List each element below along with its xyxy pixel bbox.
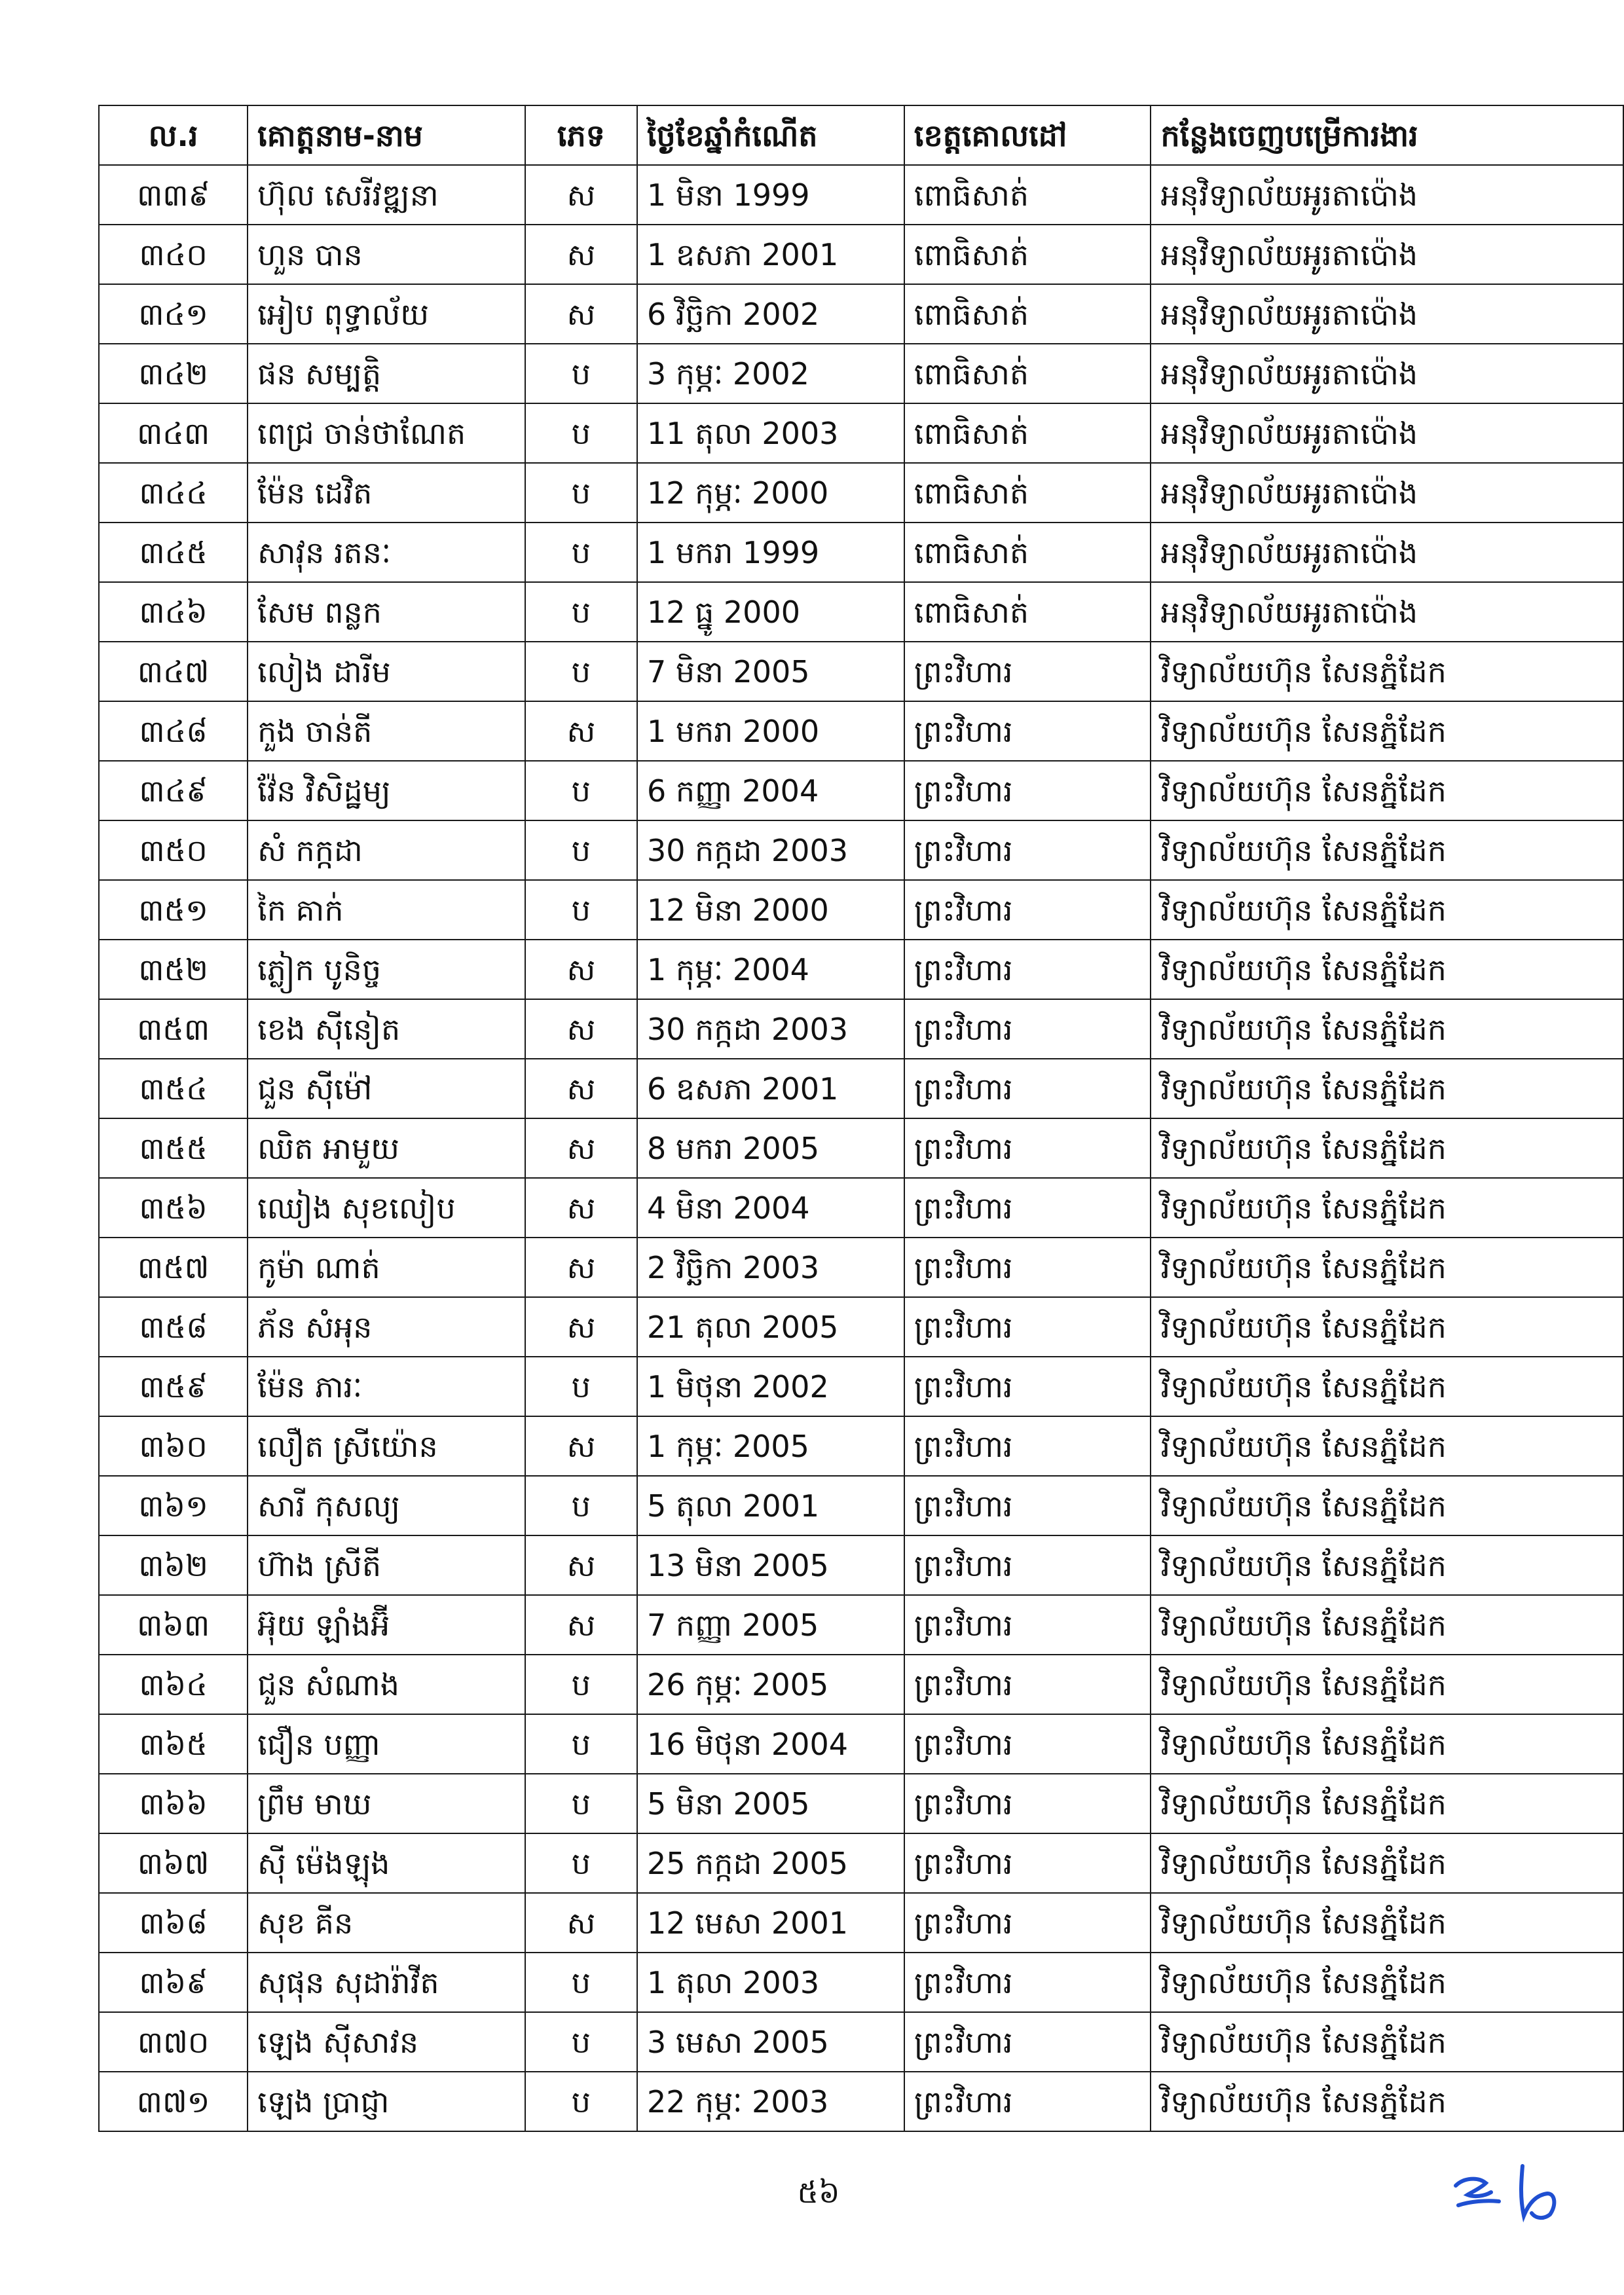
cell-target-province: ព្រះវិហារ bbox=[904, 1118, 1151, 1178]
cell-target-province: ព្រះវិហារ bbox=[904, 1535, 1151, 1595]
cell-name: ឈៀង សុខលៀប bbox=[248, 1178, 525, 1238]
cell-name: ពេជ្រ ចាន់ថាណែត bbox=[248, 403, 525, 463]
cell-birthdate: 21 តុលា 2005 bbox=[637, 1297, 904, 1357]
cell-workplace: វិទ្យាល័យហ៊ុន សែនភ្នំដែក bbox=[1151, 1833, 1623, 1893]
cell-sex: ប bbox=[525, 1953, 637, 2012]
header-cell-target-province: ខេត្តគោលដៅ bbox=[904, 105, 1151, 165]
cell-name: ស៊ី ម៉េងឡុង bbox=[248, 1833, 525, 1893]
cell-sex: ស bbox=[525, 1059, 637, 1118]
cell-target-province: ព្រះវិហារ bbox=[904, 642, 1151, 701]
cell-name: លឿត ស្រីយ៉ោន bbox=[248, 1416, 525, 1476]
cell-target-province: ព្រះវិហារ bbox=[904, 820, 1151, 880]
cell-number: ៣៥០ bbox=[99, 820, 248, 880]
page-number: ៥៦ bbox=[797, 2175, 840, 2210]
cell-birthdate: 7 កញ្ញា 2005 bbox=[637, 1595, 904, 1655]
cell-sex: ប bbox=[525, 642, 637, 701]
cell-number: ៣៥៣ bbox=[99, 999, 248, 1059]
cell-name: ជួន សំណាង bbox=[248, 1655, 525, 1714]
table-row bbox=[99, 1297, 1623, 1357]
table-row bbox=[99, 284, 1623, 344]
cell-sex: ប bbox=[525, 2072, 637, 2131]
cell-birthdate: 12 មិនា 2000 bbox=[637, 880, 904, 940]
cell-sex: ស bbox=[525, 999, 637, 1059]
cell-birthdate: 25 កក្កដា 2005 bbox=[637, 1833, 904, 1893]
table-row bbox=[99, 999, 1623, 1059]
cell-number: ៣៦៧ bbox=[99, 1833, 248, 1893]
cell-sex: ប bbox=[525, 2012, 637, 2072]
cell-name: ម៉ែន ភារៈ bbox=[248, 1357, 525, 1416]
cell-target-province: ពោធិសាត់ bbox=[904, 403, 1151, 463]
cell-number: ៣៦៥ bbox=[99, 1714, 248, 1774]
table-row bbox=[99, 761, 1623, 820]
table-row bbox=[99, 1893, 1623, 1953]
cell-sex: ប bbox=[525, 1774, 637, 1833]
cell-workplace: វិទ្យាល័យហ៊ុន សែនភ្នំដែក bbox=[1151, 1595, 1623, 1655]
cell-workplace: វិទ្យាល័យហ៊ុន សែនភ្នំដែក bbox=[1151, 1476, 1623, 1535]
cell-sex: ស bbox=[525, 1416, 637, 1476]
table-row bbox=[99, 463, 1623, 523]
header-cell-birthdate: ថ្ងៃខែឆ្នាំកំណើត bbox=[637, 105, 904, 165]
cell-workplace: វិទ្យាល័យហ៊ុន សែនភ្នំដែក bbox=[1151, 1178, 1623, 1238]
cell-birthdate: 6 វិច្ឆិកា 2002 bbox=[637, 284, 904, 344]
cell-name: ឡេង ស៊ីសាវន bbox=[248, 2012, 525, 2072]
cell-workplace: វិទ្យាល័យហ៊ុន សែនភ្នំដែក bbox=[1151, 1357, 1623, 1416]
table-row bbox=[99, 1476, 1623, 1535]
table-row bbox=[99, 1833, 1623, 1893]
cell-sex: ស bbox=[525, 1118, 637, 1178]
cell-workplace: វិទ្យាល័យហ៊ុន សែនភ្នំដែក bbox=[1151, 1416, 1623, 1476]
cell-number: ៣៦៩ bbox=[99, 1953, 248, 2012]
table-row bbox=[99, 1535, 1623, 1595]
cell-number: ៣៦៣ bbox=[99, 1595, 248, 1655]
cell-workplace: វិទ្យាល័យហ៊ុន សែនភ្នំដែក bbox=[1151, 1893, 1623, 1953]
table-row bbox=[99, 880, 1623, 940]
cell-birthdate: 5 មិនា 2005 bbox=[637, 1774, 904, 1833]
cell-name: ខេង ស៊ីនៀត bbox=[248, 999, 525, 1059]
cell-target-province: ព្រះវិហារ bbox=[904, 940, 1151, 999]
cell-workplace: វិទ្យាល័យហ៊ុន សែនភ្នំដែក bbox=[1151, 820, 1623, 880]
table-row bbox=[99, 2012, 1623, 2072]
cell-name: សុផុន សុដារ៉ាវីត bbox=[248, 1953, 525, 2012]
cell-sex: ប bbox=[525, 582, 637, 642]
cell-birthdate: 1 កុម្ភៈ 2004 bbox=[637, 940, 904, 999]
cell-name: ឈិត អាមួយ bbox=[248, 1118, 525, 1178]
cell-target-province: ព្រះវិហារ bbox=[904, 1476, 1151, 1535]
cell-birthdate: 3 កុម្ភៈ 2002 bbox=[637, 344, 904, 403]
table-row bbox=[99, 940, 1623, 999]
cell-workplace: អនុវិទ្យាល័យអូរតាប៉ោង bbox=[1151, 523, 1623, 582]
cell-target-province: ព្រះវិហារ bbox=[904, 1774, 1151, 1833]
cell-name: ហួន បាន bbox=[248, 225, 525, 284]
cell-target-province: ព្រះវិហារ bbox=[904, 701, 1151, 761]
cell-number: ៣៤១ bbox=[99, 284, 248, 344]
header-cell-name: គោត្តនាម-នាម bbox=[248, 105, 525, 165]
cell-workplace: វិទ្យាល័យហ៊ុន សែនភ្នំដែក bbox=[1151, 761, 1623, 820]
cell-workplace: វិទ្យាល័យហ៊ុន សែនភ្នំដែក bbox=[1151, 1118, 1623, 1178]
cell-number: ៣៥៥ bbox=[99, 1118, 248, 1178]
table-row bbox=[99, 523, 1623, 582]
cell-name: អ៊ុយ ឡាំងអ៊ី bbox=[248, 1595, 525, 1655]
cell-sex: ស bbox=[525, 284, 637, 344]
table-row bbox=[99, 1118, 1623, 1178]
cell-birthdate: 6 កញ្ញា 2004 bbox=[637, 761, 904, 820]
cell-target-province: ព្រះវិហារ bbox=[904, 1714, 1151, 1774]
handwritten-initials-signature bbox=[1444, 2154, 1575, 2226]
table-row bbox=[99, 1416, 1623, 1476]
cell-workplace: អនុវិទ្យាល័យអូរតាប៉ោង bbox=[1151, 284, 1623, 344]
cell-workplace: វិទ្យាល័យហ៊ុន សែនភ្នំដែក bbox=[1151, 642, 1623, 701]
cell-workplace: វិទ្យាល័យហ៊ុន សែនភ្នំដែក bbox=[1151, 1535, 1623, 1595]
cell-number: ៣៥១ bbox=[99, 880, 248, 940]
staff-assignment-table bbox=[98, 105, 1624, 2132]
cell-number: ៣៧១ bbox=[99, 2072, 248, 2131]
cell-name: ម៉ែន ដេវិត bbox=[248, 463, 525, 523]
cell-target-province: ព្រះវិហារ bbox=[904, 1059, 1151, 1118]
cell-number: ៣៤៣ bbox=[99, 403, 248, 463]
cell-number: ៣៤៧ bbox=[99, 642, 248, 701]
cell-name: ភ័ន សំអុន bbox=[248, 1297, 525, 1357]
cell-name: ភ្លៀក បូនិច្ច bbox=[248, 940, 525, 999]
cell-target-province: ពោធិសាត់ bbox=[904, 284, 1151, 344]
cell-birthdate: 30 កក្កដា 2003 bbox=[637, 999, 904, 1059]
cell-workplace: វិទ្យាល័យហ៊ុន សែនភ្នំដែក bbox=[1151, 1655, 1623, 1714]
cell-number: ៣៥៧ bbox=[99, 1238, 248, 1297]
cell-sex: ស bbox=[525, 1595, 637, 1655]
cell-sex: ប bbox=[525, 820, 637, 880]
cell-sex: ស bbox=[525, 225, 637, 284]
cell-workplace: វិទ្យាល័យហ៊ុន សែនភ្នំដែក bbox=[1151, 940, 1623, 999]
table-row bbox=[99, 403, 1623, 463]
cell-target-province: ព្រះវិហារ bbox=[904, 1833, 1151, 1893]
table-row bbox=[99, 1714, 1623, 1774]
cell-name: កួង ចាន់តី bbox=[248, 701, 525, 761]
cell-target-province: ព្រះវិហារ bbox=[904, 1595, 1151, 1655]
cell-number: ៣៦៦ bbox=[99, 1774, 248, 1833]
cell-target-province: ពោធិសាត់ bbox=[904, 225, 1151, 284]
cell-birthdate: 1 កុម្ភៈ 2005 bbox=[637, 1416, 904, 1476]
cell-birthdate: 1 មករា 1999 bbox=[637, 523, 904, 582]
cell-name: ឡេង ប្រាជ្ញា bbox=[248, 2072, 525, 2131]
cell-birthdate: 1 មិនា 1999 bbox=[637, 165, 904, 225]
cell-birthdate: 2 វិច្ឆិកា 2003 bbox=[637, 1238, 904, 1297]
table-row bbox=[99, 1595, 1623, 1655]
table-row bbox=[99, 701, 1623, 761]
table-row bbox=[99, 1953, 1623, 2012]
cell-sex: ស bbox=[525, 1535, 637, 1595]
cell-sex: ប bbox=[525, 344, 637, 403]
table-row bbox=[99, 1357, 1623, 1416]
cell-name: ព្រឹម មាឃ bbox=[248, 1774, 525, 1833]
cell-name: ហ៊ាង ស្រីតី bbox=[248, 1535, 525, 1595]
cell-birthdate: 13 មិនា 2005 bbox=[637, 1535, 904, 1595]
cell-target-province: ព្រះវិហារ bbox=[904, 1953, 1151, 2012]
cell-name: កូម៉ា ណាត់ bbox=[248, 1238, 525, 1297]
cell-sex: ប bbox=[525, 1833, 637, 1893]
cell-sex: ប bbox=[525, 1357, 637, 1416]
cell-target-province: ព្រះវិហារ bbox=[904, 761, 1151, 820]
cell-birthdate: 1 តុលា 2003 bbox=[637, 1953, 904, 2012]
cell-workplace: វិទ្យាល័យហ៊ុន សែនភ្នំដែក bbox=[1151, 1714, 1623, 1774]
cell-number: ៣៤៥ bbox=[99, 523, 248, 582]
cell-birthdate: 1 មករា 2000 bbox=[637, 701, 904, 761]
cell-number: ៣៥៨ bbox=[99, 1297, 248, 1357]
cell-target-province: ពោធិសាត់ bbox=[904, 165, 1151, 225]
cell-workplace: វិទ្យាល័យហ៊ុន សែនភ្នំដែក bbox=[1151, 2072, 1623, 2131]
cell-sex: ប bbox=[525, 761, 637, 820]
cell-number: ៣៥៩ bbox=[99, 1357, 248, 1416]
cell-target-province: ព្រះវិហារ bbox=[904, 880, 1151, 940]
table-row bbox=[99, 1655, 1623, 1714]
table-row bbox=[99, 582, 1623, 642]
cell-workplace: វិទ្យាល័យហ៊ុន សែនភ្នំដែក bbox=[1151, 999, 1623, 1059]
cell-birthdate: 6 ឧសភា 2001 bbox=[637, 1059, 904, 1118]
header-cell-sex: ភេទ bbox=[525, 105, 637, 165]
table-row bbox=[99, 225, 1623, 284]
cell-workplace: អនុវិទ្យាល័យអូរតាប៉ោង bbox=[1151, 225, 1623, 284]
cell-number: ៣៦១ bbox=[99, 1476, 248, 1535]
cell-name: ជួន ស៊ីម៉ៅ bbox=[248, 1059, 525, 1118]
cell-birthdate: 11 តុលា 2003 bbox=[637, 403, 904, 463]
cell-sex: ស bbox=[525, 1178, 637, 1238]
table-row bbox=[99, 2072, 1623, 2131]
cell-number: ៣៤៦ bbox=[99, 582, 248, 642]
table-row bbox=[99, 642, 1623, 701]
cell-number: ៣៤២ bbox=[99, 344, 248, 403]
cell-number: ៣៦០ bbox=[99, 1416, 248, 1476]
cell-name: ផន សម្បត្តិ bbox=[248, 344, 525, 403]
cell-sex: ស bbox=[525, 701, 637, 761]
cell-name: កៃ គាក់ bbox=[248, 880, 525, 940]
cell-name: សារី កុសល្យ bbox=[248, 1476, 525, 1535]
cell-target-province: ព្រះវិហារ bbox=[904, 1357, 1151, 1416]
cell-sex: ប bbox=[525, 1714, 637, 1774]
table-row bbox=[99, 1059, 1623, 1118]
cell-number: ៣៦២ bbox=[99, 1535, 248, 1595]
cell-name: ជឿន បញ្ញា bbox=[248, 1714, 525, 1774]
cell-workplace: វិទ្យាល័យហ៊ុន សែនភ្នំដែក bbox=[1151, 1774, 1623, 1833]
cell-workplace: វិទ្យាល័យហ៊ុន សែនភ្នំដែក bbox=[1151, 1953, 1623, 2012]
cell-workplace: អនុវិទ្យាល័យអូរតាប៉ោង bbox=[1151, 463, 1623, 523]
cell-sex: ប bbox=[525, 463, 637, 523]
cell-target-province: ព្រះវិហារ bbox=[904, 1416, 1151, 1476]
cell-number: ៣៥៤ bbox=[99, 1059, 248, 1118]
cell-target-province: ពោធិសាត់ bbox=[904, 344, 1151, 403]
cell-number: ៣៤០ bbox=[99, 225, 248, 284]
table-body bbox=[99, 105, 1623, 2131]
cell-target-province: ព្រះវិហារ bbox=[904, 1893, 1151, 1953]
cell-sex: ស bbox=[525, 1297, 637, 1357]
cell-workplace: វិទ្យាល័យហ៊ុន សែនភ្នំដែក bbox=[1151, 880, 1623, 940]
cell-birthdate: 26 កុម្ភៈ 2005 bbox=[637, 1655, 904, 1714]
cell-number: ៣៤៩ bbox=[99, 761, 248, 820]
cell-target-province: ព្រះវិហារ bbox=[904, 2072, 1151, 2131]
cell-sex: ប bbox=[525, 880, 637, 940]
table-row bbox=[99, 344, 1623, 403]
cell-target-province: ព្រះវិហារ bbox=[904, 2012, 1151, 2072]
cell-workplace: អនុវិទ្យាល័យអូរតាប៉ោង bbox=[1151, 344, 1623, 403]
cell-target-province: ព្រះវិហារ bbox=[904, 1297, 1151, 1357]
cell-workplace: វិទ្យាល័យហ៊ុន សែនភ្នំដែក bbox=[1151, 1059, 1623, 1118]
table-header-row bbox=[99, 105, 1623, 165]
cell-target-province: ព្រះវិហារ bbox=[904, 1178, 1151, 1238]
cell-number: ៣៣៩ bbox=[99, 165, 248, 225]
cell-number: ៣៤៤ bbox=[99, 463, 248, 523]
cell-birthdate: 30 កក្កដា 2003 bbox=[637, 820, 904, 880]
cell-name: លៀង ដារីម bbox=[248, 642, 525, 701]
cell-workplace: វិទ្យាល័យហ៊ុន សែនភ្នំដែក bbox=[1151, 1238, 1623, 1297]
cell-number: ៣៥៦ bbox=[99, 1178, 248, 1238]
cell-workplace: អនុវិទ្យាល័យអូរតាប៉ោង bbox=[1151, 582, 1623, 642]
cell-name: វ៉ែន វិសិដ្ឋម្យ bbox=[248, 761, 525, 820]
cell-birthdate: 16 មិថុនា 2004 bbox=[637, 1714, 904, 1774]
cell-target-province: ព្រះវិហារ bbox=[904, 999, 1151, 1059]
cell-workplace: អនុវិទ្យាល័យអូរតាប៉ោង bbox=[1151, 403, 1623, 463]
cell-target-province: ពោធិសាត់ bbox=[904, 463, 1151, 523]
cell-birthdate: 8 មករា 2005 bbox=[637, 1118, 904, 1178]
cell-birthdate: 12 មេសា 2001 bbox=[637, 1893, 904, 1953]
cell-sex: ប bbox=[525, 523, 637, 582]
cell-sex: ប bbox=[525, 1655, 637, 1714]
cell-birthdate: 3 មេសា 2005 bbox=[637, 2012, 904, 2072]
cell-target-province: ព្រះវិហារ bbox=[904, 1238, 1151, 1297]
cell-name: សាវុន រតនៈ bbox=[248, 523, 525, 582]
cell-sex: ស bbox=[525, 1893, 637, 1953]
cell-workplace: អនុវិទ្យាល័យអូរតាប៉ោង bbox=[1151, 165, 1623, 225]
cell-birthdate: 12 ធ្នូ 2000 bbox=[637, 582, 904, 642]
cell-name: សែម ពន្លក bbox=[248, 582, 525, 642]
cell-workplace: វិទ្យាល័យហ៊ុន សែនភ្នំដែក bbox=[1151, 701, 1623, 761]
cell-number: ៣៦៨ bbox=[99, 1893, 248, 1953]
cell-birthdate: 22 កុម្ភៈ 2003 bbox=[637, 2072, 904, 2131]
cell-birthdate: 1 មិថុនា 2002 bbox=[637, 1357, 904, 1416]
cell-number: ៣៦៤ bbox=[99, 1655, 248, 1714]
table-row bbox=[99, 1238, 1623, 1297]
cell-name: អៀប ពុទ្ធាល័យ bbox=[248, 284, 525, 344]
table-row bbox=[99, 1178, 1623, 1238]
cell-target-province: ពោធិសាត់ bbox=[904, 582, 1151, 642]
cell-birthdate: 1 ឧសភា 2001 bbox=[637, 225, 904, 284]
cell-workplace: វិទ្យាល័យហ៊ុន សែនភ្នំដែក bbox=[1151, 2012, 1623, 2072]
cell-birthdate: 7 មិនា 2005 bbox=[637, 642, 904, 701]
cell-sex: ប bbox=[525, 403, 637, 463]
cell-birthdate: 12 កុម្ភៈ 2000 bbox=[637, 463, 904, 523]
cell-birthdate: 5 តុលា 2001 bbox=[637, 1476, 904, 1535]
table-row bbox=[99, 165, 1623, 225]
header-cell-number: ល.រ bbox=[99, 105, 248, 165]
cell-target-province: ពោធិសាត់ bbox=[904, 523, 1151, 582]
cell-sex: ប bbox=[525, 1476, 637, 1535]
cell-name: សំ កក្កដា bbox=[248, 820, 525, 880]
cell-name: សុខ គីន bbox=[248, 1893, 525, 1953]
header-cell-workplace: កន្លែងចេញបម្រើការងារ bbox=[1151, 105, 1623, 165]
cell-sex: ស bbox=[525, 940, 637, 999]
cell-number: ៣៤៨ bbox=[99, 701, 248, 761]
cell-workplace: វិទ្យាល័យហ៊ុន សែនភ្នំដែក bbox=[1151, 1297, 1623, 1357]
cell-name: ហ៊ុល សេរីវឌ្ឍនា bbox=[248, 165, 525, 225]
cell-sex: ស bbox=[525, 165, 637, 225]
cell-birthdate: 4 មិនា 2004 bbox=[637, 1178, 904, 1238]
cell-number: ៣៧០ bbox=[99, 2012, 248, 2072]
cell-number: ៣៥២ bbox=[99, 940, 248, 999]
table-row bbox=[99, 1774, 1623, 1833]
cell-target-province: ព្រះវិហារ bbox=[904, 1655, 1151, 1714]
table-row bbox=[99, 820, 1623, 880]
cell-sex: ស bbox=[525, 1238, 637, 1297]
